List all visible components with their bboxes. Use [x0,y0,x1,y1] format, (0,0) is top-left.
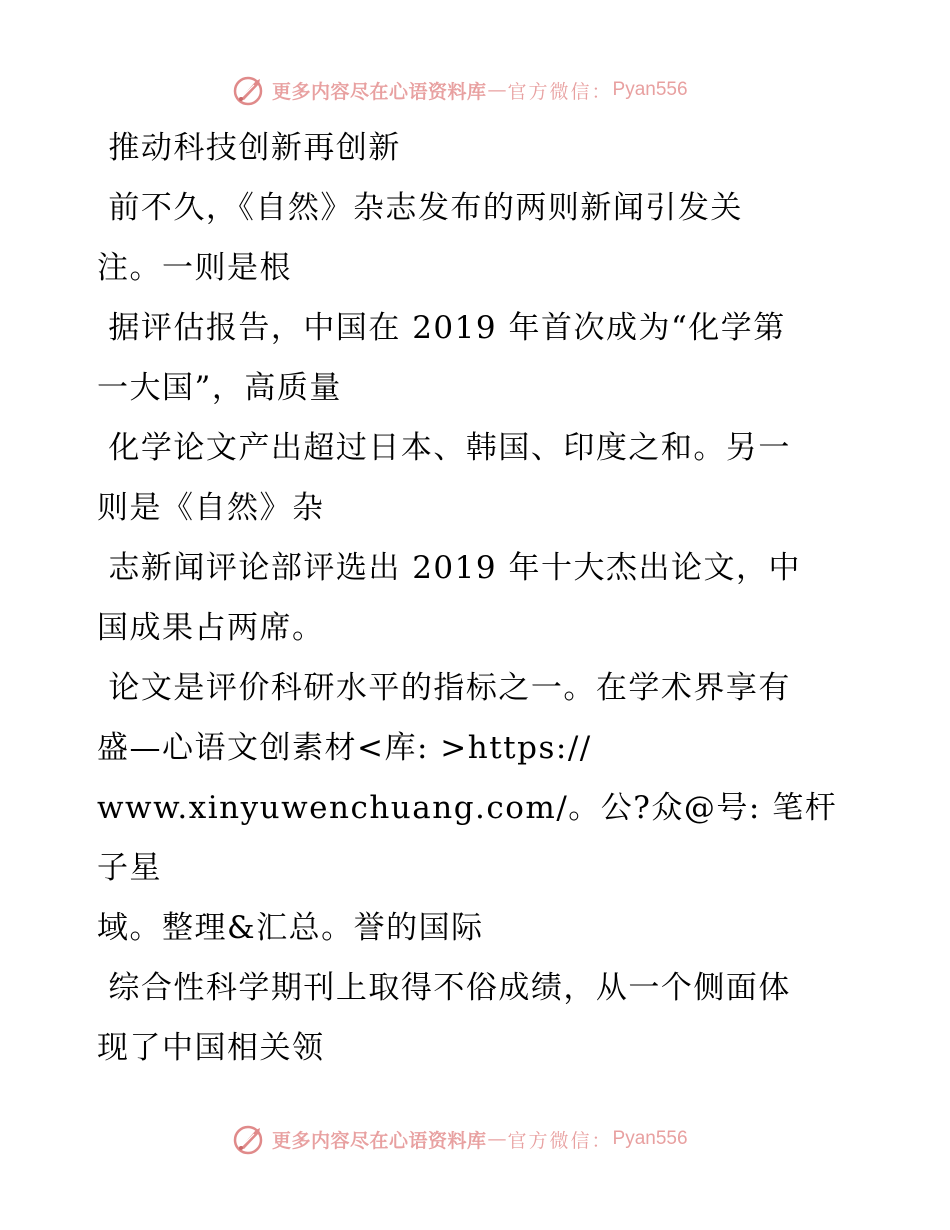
banner-wechat-label: 官方微信： [507,1129,613,1152]
text-line: 则是《自然》杂 [97,490,325,526]
banner-dash: — [487,1128,507,1150]
text-line: www.xinyuwenchuang.com/。公?众@号: 笔杆子星 [97,790,838,886]
text-line: 论文是评价科研水平的指标之一。在学术界享有 [97,670,791,706]
text-line: 化学论文产出超过日本、韩国、印度之和。另一 [97,430,791,466]
article-body [97,118,842,1078]
text-line: 国成果占两席。 [97,610,325,646]
text-line: 志新闻评论部评选出 2019 年十大杰出论文，中 [97,550,801,586]
banner-wechat-id: Pyan556 [612,1128,688,1149]
text-line: 推动科技创新再创新 [97,130,401,166]
header-watermark-banner [232,73,688,107]
banner-wechat-label: 官方微信： [507,80,613,103]
text-line: 一大国”，高质量 [97,370,342,406]
text-line: 盛—心语文创素材<库: >https:// [97,730,592,766]
text-line: 前不久，《自然》杂志发布的两则新闻引发关 [97,190,743,226]
quill-pen-logo-icon [232,1122,266,1156]
banner-dash: — [487,79,507,101]
banner-title: 更多内容尽在心语资料库 [272,80,487,103]
text-line: 域。整理&汇总。誉的国际 [97,910,484,946]
footer-watermark-banner [232,1122,688,1156]
banner-title: 更多内容尽在心语资料库 [272,1129,487,1152]
banner-wechat-id: Pyan556 [612,79,688,100]
text-line: 综合性科学期刊上取得不俗成绩，从一个侧面体 [97,970,791,1006]
text-line: 注。一则是根 [97,250,292,286]
quill-pen-logo-icon [232,73,266,107]
text-line: 据评估报告，中国在 2019 年首次成为“化学第 [97,310,786,346]
text-line: 现了中国相关领 [97,1030,325,1066]
